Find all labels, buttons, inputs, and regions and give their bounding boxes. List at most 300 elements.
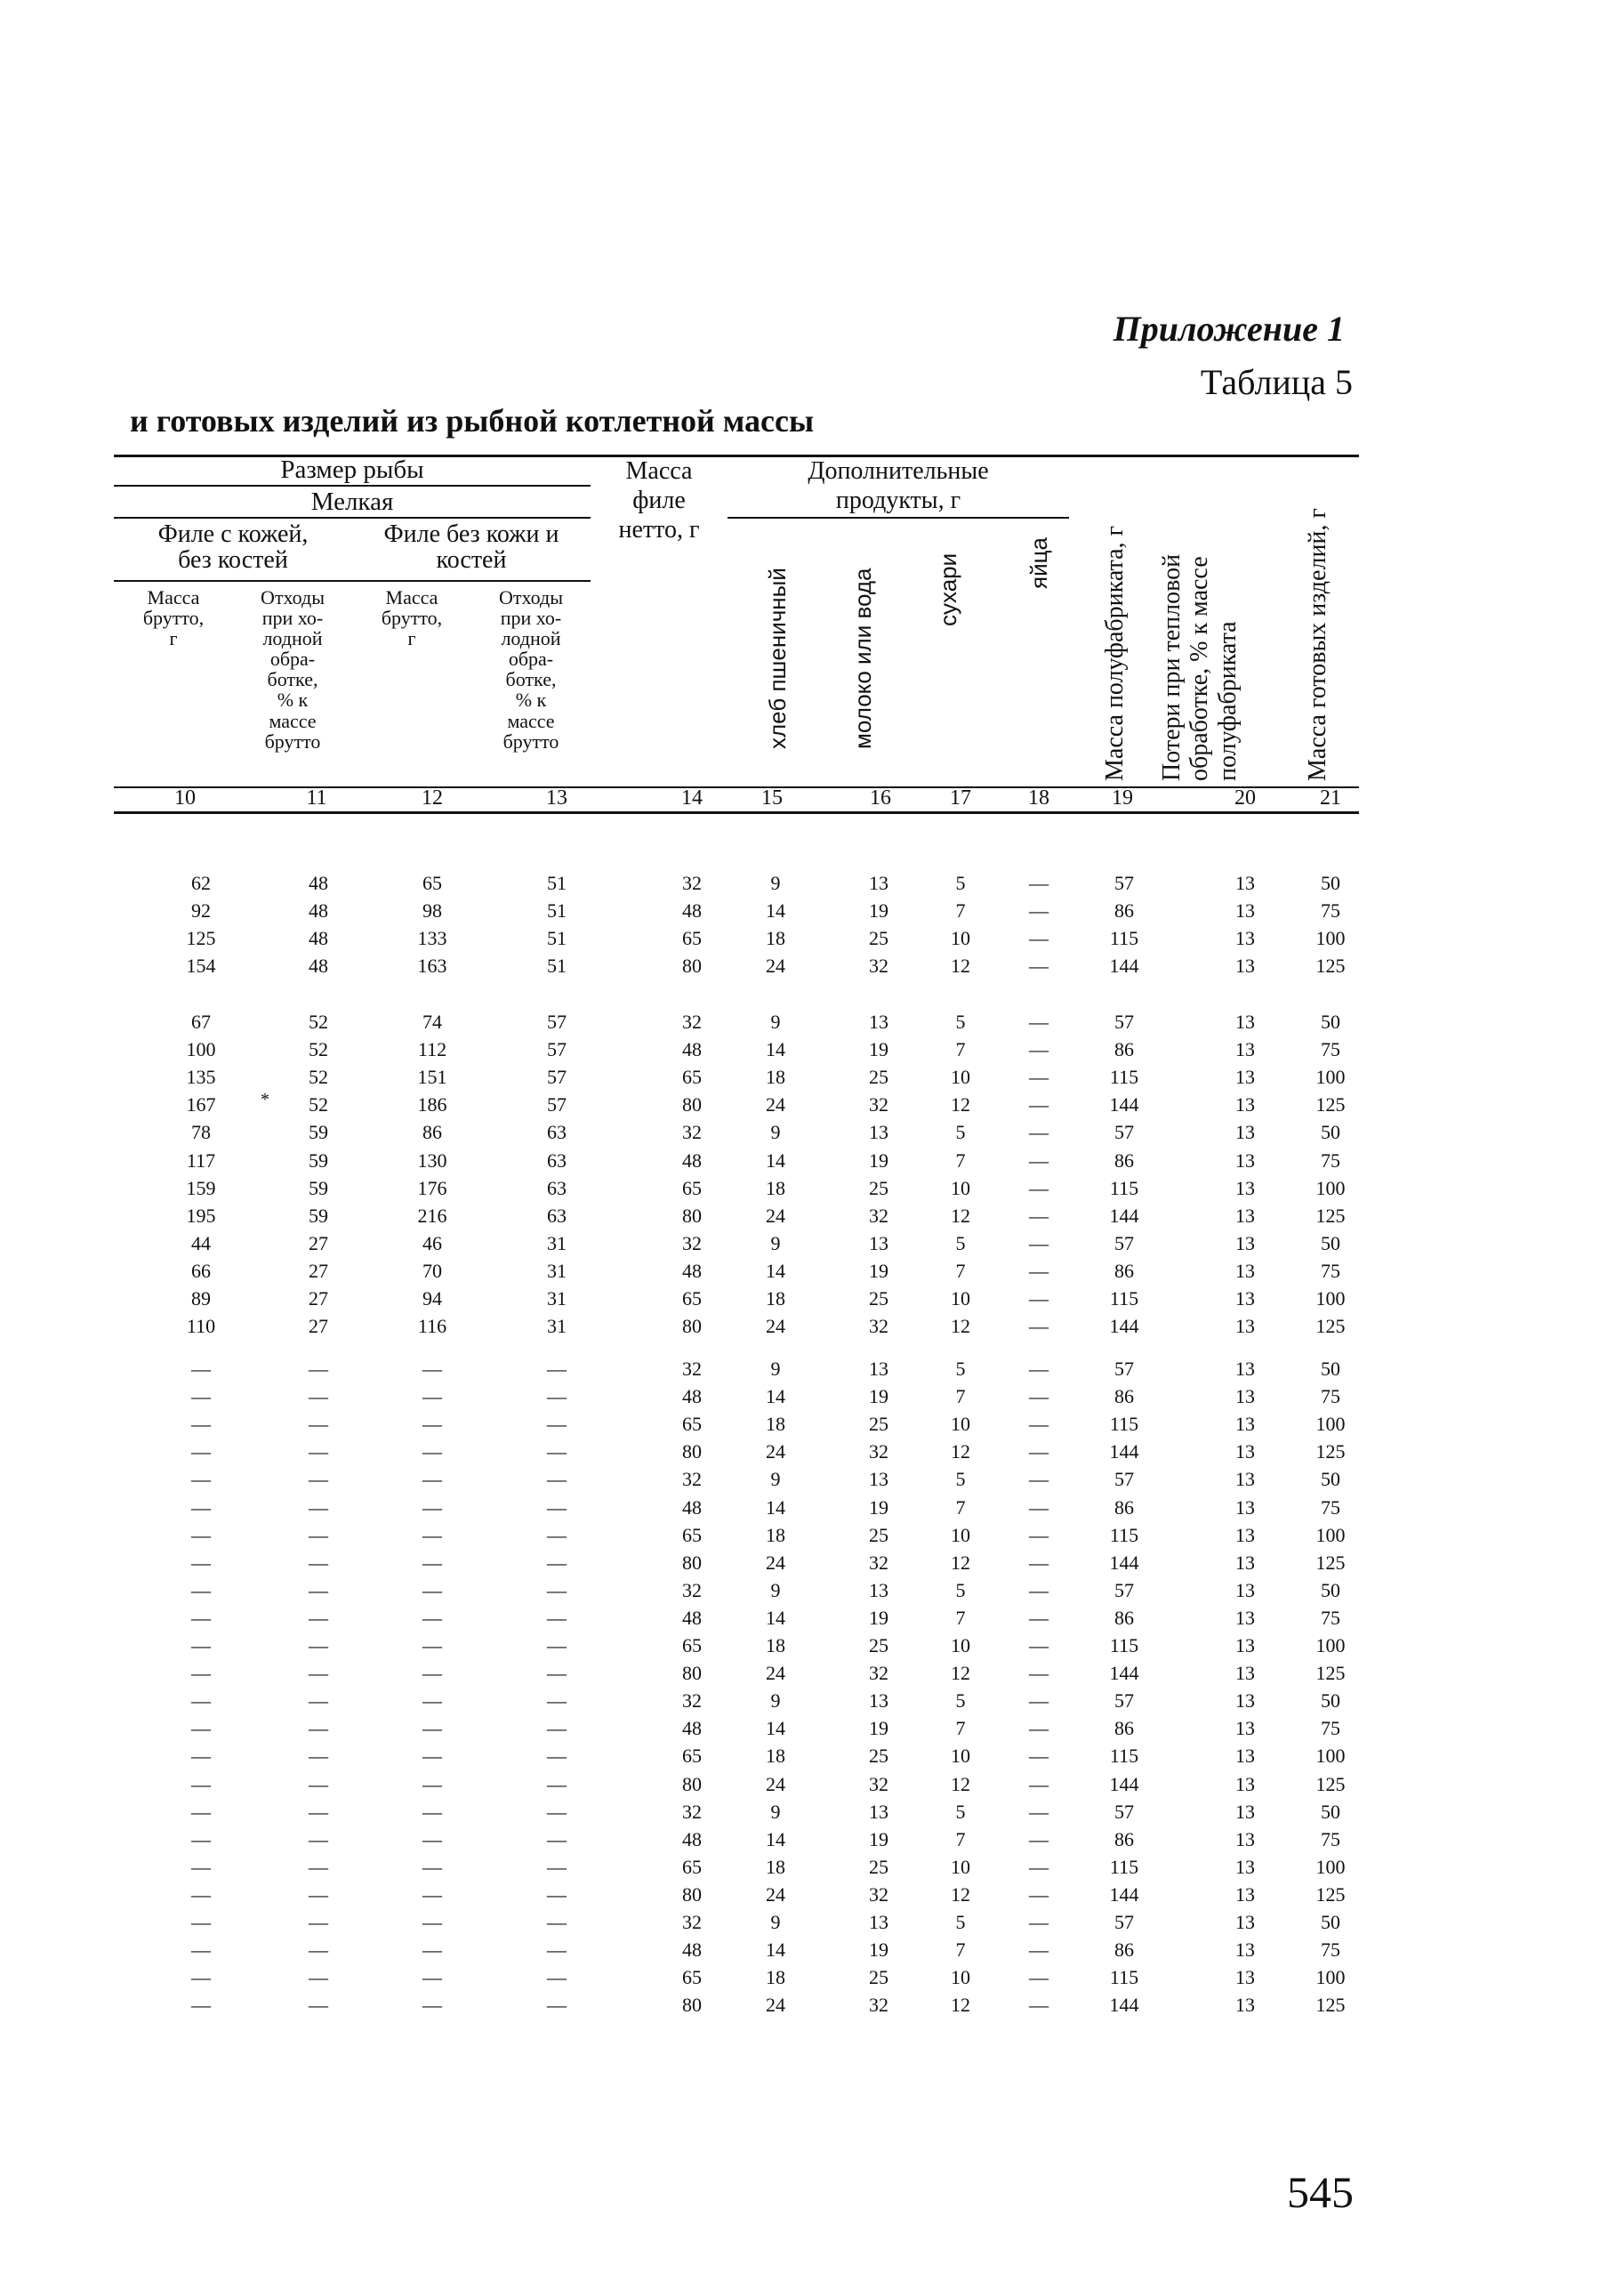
table-cell-col-10: — — [191, 1966, 211, 1989]
table-cell-col-11: — — [309, 1745, 328, 1768]
table-cell-col-19: 57 — [1114, 1689, 1134, 1713]
table-cell-col-17: 7 — [955, 1385, 966, 1408]
table-cell-col-17: 5 — [955, 1689, 966, 1713]
table-cell-col-11: 52 — [309, 1038, 328, 1061]
table-cell-col-12: — — [422, 1772, 442, 1795]
table-cell-col-11: — — [309, 1634, 328, 1656]
table-cell-col-21: 50 — [1321, 1358, 1340, 1380]
table-cell-col-13: — — [547, 1882, 567, 1906]
table-row — [0, 1714, 1624, 1742]
table-cell-col-15: 18 — [766, 1523, 785, 1546]
table-cell-col-16: 32 — [869, 1440, 888, 1463]
table-cell-col-17: 10 — [951, 1413, 970, 1436]
table-cell-col-19: 86 — [1114, 1827, 1134, 1850]
table-cell-col-13: — — [547, 1855, 567, 1878]
table-cell-col-18: — — [1029, 1259, 1049, 1282]
table-cell-col-13: — — [547, 1827, 567, 1850]
table-cell-col-15: 18 — [766, 927, 785, 950]
table-cell-col-21: 125 — [1315, 1551, 1346, 1574]
table-cell-col-20: 13 — [1235, 1440, 1255, 1463]
table-cell-col-15: 24 — [766, 955, 785, 978]
table-cell-col-12: — — [422, 1662, 442, 1685]
table-cell-col-12: 74 — [422, 1011, 442, 1033]
table-cell-col-16: 13 — [869, 1911, 888, 1933]
table-cell-col-17: 5 — [955, 872, 966, 894]
table-cell-col-16: 13 — [869, 1578, 888, 1601]
table-cell-col-12: 116 — [417, 1315, 447, 1338]
table-cell-col-12: — — [422, 1938, 442, 1962]
table-cell-col-17: 7 — [955, 899, 966, 923]
table-cell-col-11: 48 — [309, 872, 328, 894]
table-cell-col-12: 176 — [417, 1176, 447, 1199]
table-cell-col-10: — — [191, 1662, 211, 1685]
table-cell-col-10: 110 — [186, 1315, 216, 1338]
table-cell-col-18: — — [1029, 1413, 1049, 1436]
table-cell-col-17: 7 — [955, 1717, 966, 1740]
table-cell-col-17: 5 — [955, 1578, 966, 1601]
table-row — [0, 1853, 1624, 1881]
table-cell-col-12: — — [422, 1634, 442, 1656]
table-cell-col-13: — — [547, 1938, 567, 1962]
header-eggs: яйца — [1025, 537, 1052, 589]
table-cell-col-14: 48 — [682, 1938, 702, 1962]
table-cell-col-15: 18 — [766, 1966, 785, 1989]
table-cell-col-19: 144 — [1109, 1662, 1139, 1685]
table-cell-col-20: 13 — [1235, 1800, 1255, 1823]
table-cell-col-13: — — [547, 1689, 567, 1713]
table-cell-col-10: — — [191, 1717, 211, 1740]
table-cell-col-12: — — [422, 1413, 442, 1436]
table-cell-col-10: — — [191, 1440, 211, 1463]
table-cell-col-13: 57 — [547, 1011, 567, 1033]
table-cell-col-11: — — [309, 1578, 328, 1601]
table-cell-col-21: 50 — [1321, 1468, 1340, 1491]
table-cell-col-15: 24 — [766, 1093, 785, 1116]
table-cell-col-12: — — [422, 1882, 442, 1906]
table-cell-col-18: — — [1029, 899, 1049, 923]
table-row — [0, 924, 1624, 952]
table-cell-col-14: 80 — [682, 1772, 702, 1795]
table-cell-col-11: 59 — [309, 1204, 328, 1227]
table-cell-col-13: — — [547, 1440, 567, 1463]
table-cell-col-15: 24 — [766, 1772, 785, 1795]
table-cell-col-10: — — [191, 1745, 211, 1768]
table-cell-col-13: 63 — [547, 1176, 567, 1199]
table-cell-col-16: 19 — [869, 1938, 888, 1962]
table-cell-col-21: 75 — [1321, 1385, 1340, 1408]
table-cell-col-10: 78 — [191, 1121, 211, 1144]
col-num-20: 20 — [1234, 786, 1256, 810]
header-waste-skin: Отходы при хо- лодной обра- ботке, % к массе брутто — [260, 586, 325, 753]
table-cell-col-21: 75 — [1321, 1259, 1340, 1282]
table-cell-col-18: — — [1029, 1689, 1049, 1713]
table-cell-col-10: 100 — [186, 1038, 216, 1061]
table-cell-col-21: 100 — [1315, 1634, 1346, 1656]
table-cell-col-14: 65 — [682, 927, 702, 950]
table-cell-col-16: 19 — [869, 1827, 888, 1850]
table-cell-col-17: 5 — [955, 1800, 966, 1823]
table-cell-col-11: — — [309, 1413, 328, 1436]
table-cell-col-17: 10 — [951, 1287, 970, 1310]
table-cell-col-11: — — [309, 1911, 328, 1933]
table-row — [0, 869, 1624, 897]
table-cell-col-18: — — [1029, 1800, 1049, 1823]
table-cell-col-16: 32 — [869, 1662, 888, 1685]
col-num-18: 18 — [1028, 786, 1049, 810]
table-cell-col-10: — — [191, 1578, 211, 1601]
table-cell-col-15: 24 — [766, 1662, 785, 1685]
table-cell-col-13: — — [547, 1662, 567, 1685]
table-cell-col-16: 19 — [869, 1606, 888, 1629]
table-cell-col-13: 51 — [547, 899, 567, 923]
table-cell-col-17: 10 — [951, 1966, 970, 1989]
table-cell-col-21: 100 — [1315, 1855, 1346, 1878]
table-cell-col-17: 5 — [955, 1121, 966, 1144]
header-waste-noskin: Отходы при хо- лодной обра- ботке, % к массе брутто — [498, 586, 563, 753]
table-cell-col-15: 24 — [766, 1315, 785, 1338]
table-cell-col-18: — — [1029, 927, 1049, 950]
col-num-14: 14 — [681, 786, 703, 810]
table-cell-col-21: 100 — [1315, 927, 1346, 950]
table-cell-col-15: 14 — [766, 899, 785, 923]
table-cell-col-13: — — [547, 1578, 567, 1601]
table-cell-col-18: — — [1029, 1994, 1049, 2017]
table-cell-col-17: 12 — [951, 1551, 970, 1574]
table-cell-col-11: — — [309, 1882, 328, 1906]
table-cell-col-11: 48 — [309, 927, 328, 950]
table-cell-col-10: 92 — [191, 899, 211, 923]
table-cell-col-14: 48 — [682, 1717, 702, 1740]
table-cell-col-13: 63 — [547, 1121, 567, 1144]
table-cell-col-12: — — [422, 1689, 442, 1713]
table-cell-col-11: 27 — [309, 1259, 328, 1282]
table-cell-col-20: 13 — [1235, 1011, 1255, 1033]
table-cell-col-10: 154 — [186, 955, 216, 978]
table-cell-col-19: 144 — [1109, 955, 1139, 978]
table-cell-col-21: 100 — [1315, 1176, 1346, 1199]
table-cell-col-14: 80 — [682, 955, 702, 978]
table-cell-col-12: — — [422, 1911, 442, 1933]
table-cell-col-13: — — [547, 1413, 567, 1436]
table-row — [0, 1991, 1624, 2019]
table-cell-col-16: 25 — [869, 1523, 888, 1546]
table-cell-col-19: 144 — [1109, 1551, 1139, 1574]
table-cell-col-21: 100 — [1315, 1523, 1346, 1546]
table-cell-col-19: 115 — [1109, 1745, 1139, 1768]
table-cell-col-17: 10 — [951, 1523, 970, 1546]
table-cell-col-14: 32 — [682, 1358, 702, 1380]
table-cell-col-16: 13 — [869, 872, 888, 894]
table-cell-col-18: — — [1029, 1358, 1049, 1380]
table-cell-col-19: 86 — [1114, 1495, 1134, 1519]
table-cell-col-20: 13 — [1235, 1121, 1255, 1144]
table-row — [0, 1826, 1624, 1853]
table-cell-col-20: 13 — [1235, 1495, 1255, 1519]
table-cell-col-19: 115 — [1109, 1176, 1139, 1199]
table-cell-col-15: 18 — [766, 1176, 785, 1199]
table-cell-col-13: 51 — [547, 955, 567, 978]
table-cell-col-12: 112 — [417, 1038, 447, 1061]
table-cell-col-14: 65 — [682, 1855, 702, 1878]
table-cell-col-13: 31 — [547, 1259, 567, 1282]
table-row — [0, 1687, 1624, 1714]
table-cell-col-11: — — [309, 1385, 328, 1408]
table-cell-col-17: 12 — [951, 955, 970, 978]
table-cell-col-17: 5 — [955, 1011, 966, 1033]
table-cell-col-12: 65 — [422, 872, 442, 894]
table-cell-col-10: — — [191, 1827, 211, 1850]
table-cell-col-18: — — [1029, 1827, 1049, 1850]
header-gross-mass-skin: Масса брутто, г — [142, 586, 205, 650]
table-cell-col-12: 186 — [417, 1093, 447, 1116]
table-row — [0, 1963, 1624, 1991]
table-cell-col-19: 115 — [1109, 1966, 1139, 1989]
table-cell-col-21: 75 — [1321, 1149, 1340, 1172]
table-cell-col-18: — — [1029, 955, 1049, 978]
table-cell-col-16: 13 — [869, 1121, 888, 1144]
table-cell-col-20: 13 — [1235, 1523, 1255, 1546]
table-cell-col-20: 13 — [1235, 1994, 1255, 2017]
table-cell-col-21: 125 — [1315, 1994, 1346, 2017]
table-cell-col-20: 13 — [1235, 1745, 1255, 1768]
table-cell-col-15: 9 — [770, 1231, 781, 1254]
table-cell-col-11: — — [309, 1827, 328, 1850]
table-row — [0, 1174, 1624, 1202]
table-cell-col-16: 32 — [869, 955, 888, 978]
table-cell-col-12: — — [422, 1440, 442, 1463]
table-cell-col-20: 13 — [1235, 1966, 1255, 1989]
table-cell-col-19: 144 — [1109, 1093, 1139, 1116]
table-cell-col-13: — — [547, 1717, 567, 1740]
table-cell-col-14: 65 — [682, 1634, 702, 1656]
table-cell-col-10: 125 — [186, 927, 216, 950]
table-cell-col-17: 5 — [955, 1358, 966, 1380]
table-cell-col-13: — — [547, 1358, 567, 1380]
table-subtitle: и готовых изделий из рыбной котлетной массы — [130, 403, 815, 439]
table-row — [0, 1798, 1624, 1826]
table-cell-col-17: 7 — [955, 1827, 966, 1850]
table-cell-col-13: 57 — [547, 1066, 567, 1089]
table-cell-col-11: — — [309, 1800, 328, 1823]
table-cell-col-15: 14 — [766, 1385, 785, 1408]
table-cell-col-19: 57 — [1114, 1800, 1134, 1823]
table-cell-col-16: 13 — [869, 1689, 888, 1713]
table-cell-col-10: 67 — [191, 1011, 211, 1033]
table-cell-col-20: 13 — [1235, 1066, 1255, 1089]
table-cell-col-16: 19 — [869, 1149, 888, 1172]
table-cell-col-17: 5 — [955, 1911, 966, 1933]
table-cell-col-19: 57 — [1114, 1121, 1134, 1144]
table-cell-col-20: 13 — [1235, 1093, 1255, 1116]
table-cell-col-11: 52 — [309, 1066, 328, 1089]
table-cell-col-16: 13 — [869, 1468, 888, 1491]
table-cell-col-11: — — [309, 1358, 328, 1380]
table-cell-col-20: 13 — [1235, 1358, 1255, 1380]
table-cell-col-17: 12 — [951, 1093, 970, 1116]
table-cell-col-20: 13 — [1235, 1911, 1255, 1933]
table-cell-col-18: — — [1029, 1606, 1049, 1629]
table-cell-col-19: 115 — [1109, 1634, 1139, 1656]
table-row — [0, 1742, 1624, 1769]
table-cell-col-19: 144 — [1109, 1882, 1139, 1906]
table-cell-col-18: — — [1029, 1231, 1049, 1254]
table-cell-col-14: 48 — [682, 899, 702, 923]
table-cell-col-20: 13 — [1235, 1204, 1255, 1227]
table-cell-col-16: 19 — [869, 899, 888, 923]
table-cell-col-17: 7 — [955, 1259, 966, 1282]
table-row — [0, 1881, 1624, 1908]
table-cell-col-14: 80 — [682, 1551, 702, 1574]
table-cell-col-11: 48 — [309, 899, 328, 923]
table-cell-col-21: 125 — [1315, 1662, 1346, 1685]
table-cell-col-11: — — [309, 1994, 328, 2017]
table-cell-col-18: — — [1029, 1745, 1049, 1768]
table-cell-col-18: — — [1029, 1204, 1049, 1227]
table-cell-col-10: — — [191, 1911, 211, 1933]
col-num-21: 21 — [1320, 786, 1341, 810]
table-cell-col-14: 48 — [682, 1149, 702, 1172]
table-cell-col-10: — — [191, 1994, 211, 2017]
table-cell-col-12: — — [422, 1966, 442, 1989]
table-cell-col-12: 216 — [417, 1204, 447, 1227]
table-cell-col-20: 13 — [1235, 1855, 1255, 1878]
table-cell-col-18: — — [1029, 1121, 1049, 1144]
table-cell-col-14: 80 — [682, 1315, 702, 1338]
header-rule-small — [114, 517, 591, 519]
table-cell-col-17: 12 — [951, 1440, 970, 1463]
table-cell-col-14: 48 — [682, 1827, 702, 1850]
table-cell-col-18: — — [1029, 1911, 1049, 1933]
table-cell-col-11: 27 — [309, 1315, 328, 1338]
table-cell-col-13: — — [547, 1911, 567, 1933]
table-cell-col-14: 32 — [682, 1231, 702, 1254]
table-cell-col-16: 32 — [869, 1204, 888, 1227]
table-cell-col-16: 32 — [869, 1315, 888, 1338]
table-cell-col-15: 24 — [766, 1204, 785, 1227]
table-row — [0, 1063, 1624, 1091]
table-cell-col-21: 75 — [1321, 899, 1340, 923]
table-cell-col-13: 31 — [547, 1231, 567, 1254]
table-cell-col-21: 125 — [1315, 1772, 1346, 1795]
table-cell-col-16: 19 — [869, 1385, 888, 1408]
table-cell-col-14: 48 — [682, 1606, 702, 1629]
table-cell-col-19: 86 — [1114, 1385, 1134, 1408]
table-cell-col-15: 9 — [770, 1011, 781, 1033]
table-cell-col-14: 80 — [682, 1093, 702, 1116]
table-cell-col-21: 75 — [1321, 1717, 1340, 1740]
table-cell-col-17: 12 — [951, 1994, 970, 2017]
table-row — [0, 1465, 1624, 1493]
table-cell-col-17: 10 — [951, 1176, 970, 1199]
table-cell-col-12: 46 — [422, 1231, 442, 1254]
header-milk: молоко или вода — [849, 568, 876, 749]
col-num-10: 10 — [174, 786, 196, 810]
table-cell-col-14: 65 — [682, 1413, 702, 1436]
table-row — [0, 1118, 1624, 1146]
table-cell-col-15: 9 — [770, 1468, 781, 1491]
table-cell-col-17: 12 — [951, 1204, 970, 1227]
table-cell-col-20: 13 — [1235, 1259, 1255, 1282]
table-cell-col-18: — — [1029, 1634, 1049, 1656]
table-cell-col-19: 57 — [1114, 1358, 1134, 1380]
table-cell-col-19: 115 — [1109, 1855, 1139, 1878]
table-cell-col-18: — — [1029, 1938, 1049, 1962]
table-cell-col-20: 13 — [1235, 1882, 1255, 1906]
table-cell-col-18: — — [1029, 1287, 1049, 1310]
table-cell-col-20: 13 — [1235, 1578, 1255, 1601]
table-cell-col-18: — — [1029, 1855, 1049, 1878]
table-cell-col-17: 10 — [951, 1634, 970, 1656]
table-cell-col-19: 86 — [1114, 899, 1134, 923]
table-cell-col-13: 57 — [547, 1038, 567, 1061]
table-row — [0, 1008, 1624, 1036]
table-cell-col-10: — — [191, 1772, 211, 1795]
table-cell-col-21: 75 — [1321, 1038, 1340, 1061]
table-cell-col-11: — — [309, 1551, 328, 1574]
table-cell-col-12: 94 — [422, 1287, 442, 1310]
table-cell-col-11: 27 — [309, 1231, 328, 1254]
table-cell-col-10: — — [191, 1523, 211, 1546]
table-cell-col-20: 13 — [1235, 1662, 1255, 1685]
table-row — [0, 1410, 1624, 1438]
table-cell-col-19: 144 — [1109, 1772, 1139, 1795]
table-cell-col-19: 115 — [1109, 927, 1139, 950]
table-cell-col-16: 32 — [869, 1882, 888, 1906]
table-cell-col-10: 159 — [186, 1176, 216, 1199]
table-cell-col-21: 100 — [1315, 1966, 1346, 1989]
table-cell-col-20: 13 — [1235, 1772, 1255, 1795]
table-row — [0, 1936, 1624, 1963]
table-cell-col-17: 7 — [955, 1149, 966, 1172]
table-cell-col-15: 9 — [770, 1689, 781, 1713]
col-num-17: 17 — [950, 786, 971, 810]
table-row — [0, 1908, 1624, 1936]
col-num-16: 16 — [870, 786, 891, 810]
table-cell-col-12: 133 — [417, 927, 447, 950]
table-cell-col-10: — — [191, 1882, 211, 1906]
table-cell-col-15: 14 — [766, 1938, 785, 1962]
table-cell-col-18: — — [1029, 1523, 1049, 1546]
table-cell-col-15: 24 — [766, 1551, 785, 1574]
table-cell-col-12: 151 — [417, 1066, 447, 1089]
table-cell-col-21: 125 — [1315, 1882, 1346, 1906]
table-cell-col-15: 9 — [770, 1578, 781, 1601]
header-small: Мелкая — [310, 488, 394, 516]
table-cell-col-10: 66 — [191, 1259, 211, 1282]
table-cell-col-15: 9 — [770, 1911, 781, 1933]
table-cell-col-20: 13 — [1235, 1315, 1255, 1338]
table-cell-col-14: 65 — [682, 1066, 702, 1089]
table-cell-col-14: 65 — [682, 1966, 702, 1989]
table-cell-col-19: 57 — [1114, 1578, 1134, 1601]
table-cell-col-10: 89 — [191, 1287, 211, 1310]
table-cell-col-17: 7 — [955, 1038, 966, 1061]
table-cell-col-17: 10 — [951, 927, 970, 950]
header-crumbs: сухари — [935, 552, 961, 626]
table-row — [0, 897, 1624, 924]
table-cell-col-13: — — [547, 1994, 567, 2017]
table-row — [0, 952, 1624, 979]
table-cell-col-17: 5 — [955, 1468, 966, 1491]
table-cell-col-13: — — [547, 1800, 567, 1823]
table-cell-col-11: — — [309, 1689, 328, 1713]
table-cell-col-20: 13 — [1235, 1689, 1255, 1713]
table-row — [0, 1659, 1624, 1687]
table-cell-col-12: 70 — [422, 1259, 442, 1282]
table-cell-col-12: — — [422, 1994, 442, 2017]
table-cell-col-15: 9 — [770, 872, 781, 894]
table-cell-col-21: 75 — [1321, 1938, 1340, 1962]
